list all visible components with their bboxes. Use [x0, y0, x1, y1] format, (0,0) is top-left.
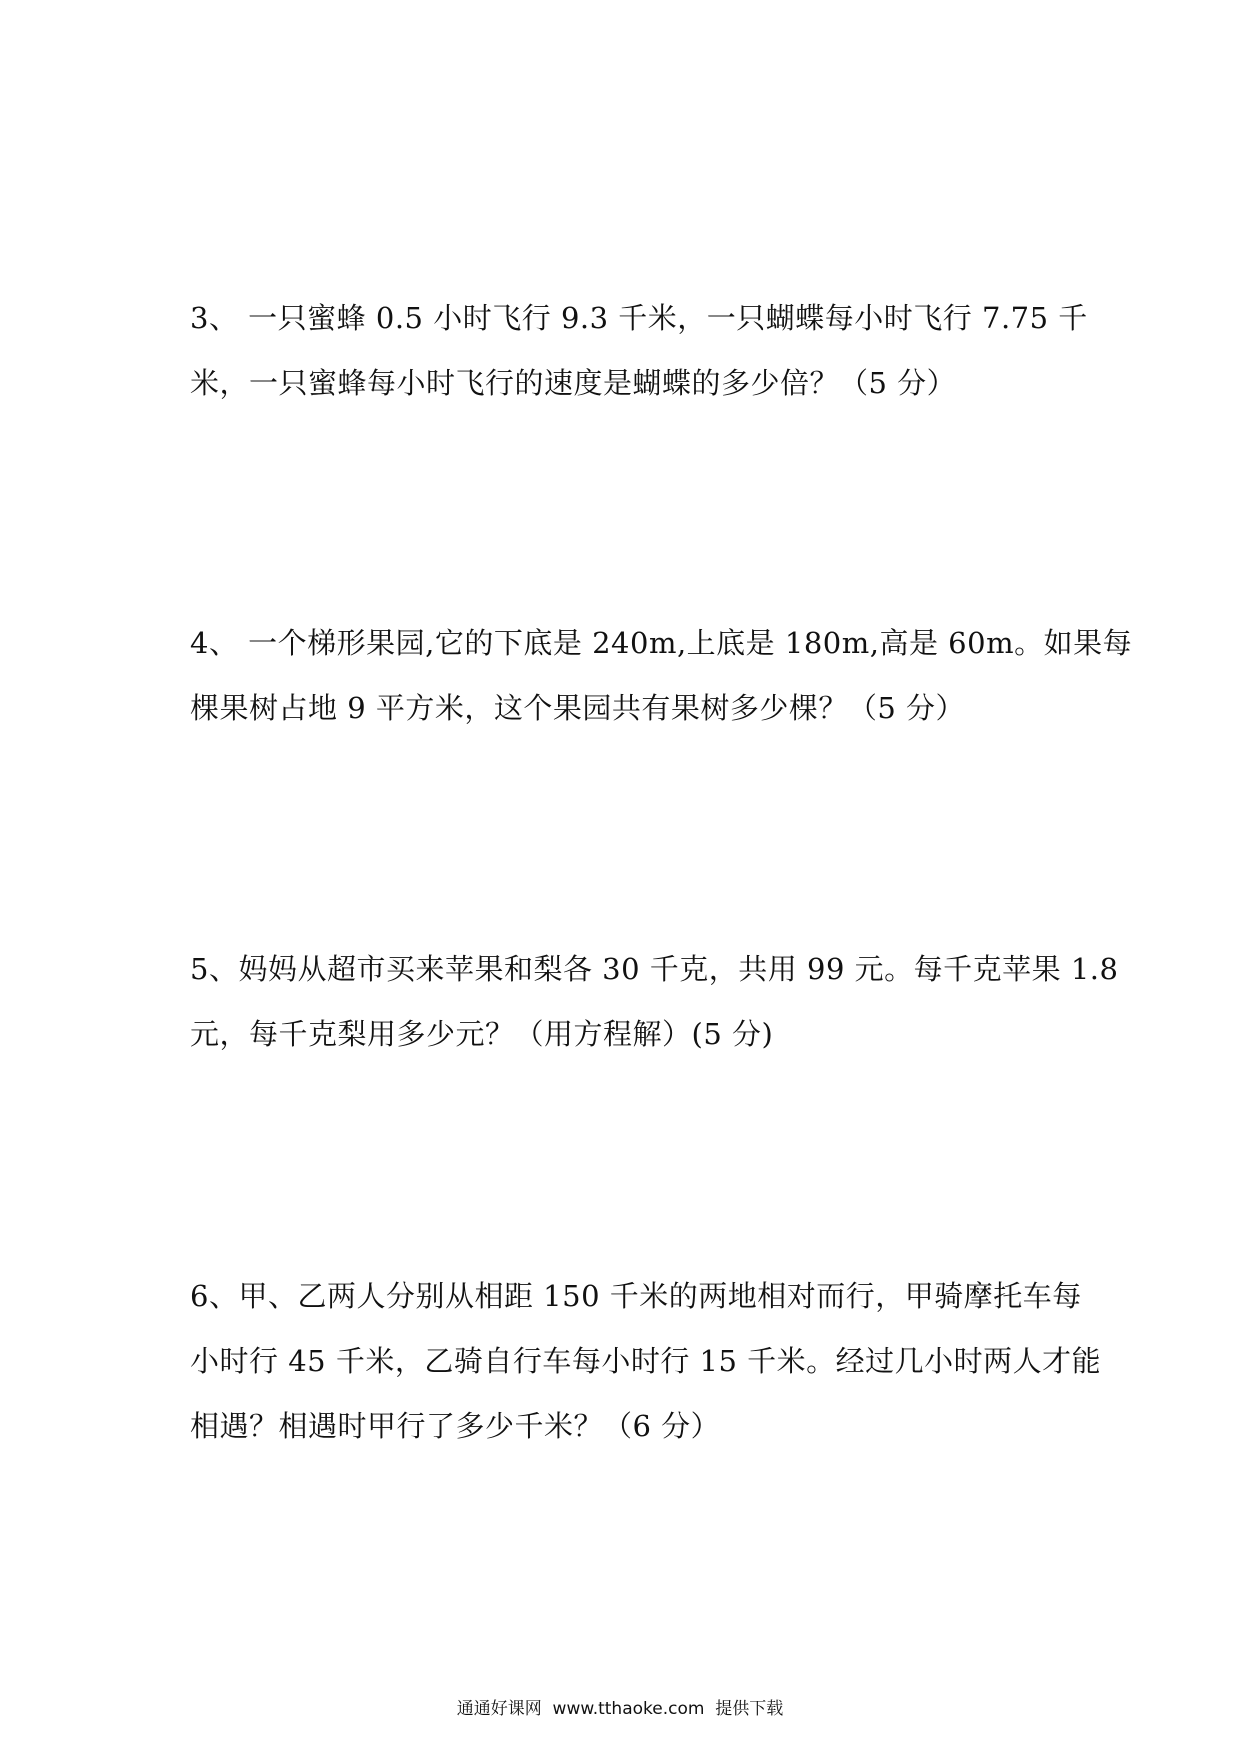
- problem-4-line-2: 棵果树占地 9 平方米，这个果园共有果树多少棵？（5 分）: [190, 691, 966, 725]
- problem-4-line-1: 4、 一个梯形果园,它的下底是 240m,上底是 180m,高是 60m。如果每: [190, 626, 1133, 660]
- problem-6-line-1: 6、甲、乙两人分别从相距 150 千米的两地相对而行，甲骑摩托车每: [190, 1279, 1082, 1313]
- problem-3: [190, 286, 1088, 416]
- problem-6-line-3: 相遇？相遇时甲行了多少千米？（6 分）: [190, 1409, 721, 1443]
- problem-5: [190, 937, 1119, 1067]
- problem-3-line-1: 3、 一只蜜蜂 0.5 小时飞行 9.3 千米，一只蝴蝶每小时飞行 7.75 千: [190, 301, 1088, 335]
- problem-4: [190, 611, 1133, 741]
- footer-source-note: 通通好课网 www.tthaoke.com 提供下载: [456, 1699, 784, 1719]
- problem-5-line-1: 5、妈妈从超市买来苹果和梨各 30 千克，共用 99 元。每千克苹果 1.8: [190, 952, 1119, 986]
- problem-5-line-2: 元，每千克梨用多少元？（用方程解）(5 分): [190, 1017, 774, 1051]
- problem-3-line-2: 米，一只蜜蜂每小时飞行的速度是蝴蝶的多少倍？（5 分）: [190, 366, 957, 400]
- problem-6: [190, 1264, 1102, 1459]
- problem-6-line-2: 小时行 45 千米，乙骑自行车每小时行 15 千米。经过几小时两人才能: [190, 1344, 1102, 1378]
